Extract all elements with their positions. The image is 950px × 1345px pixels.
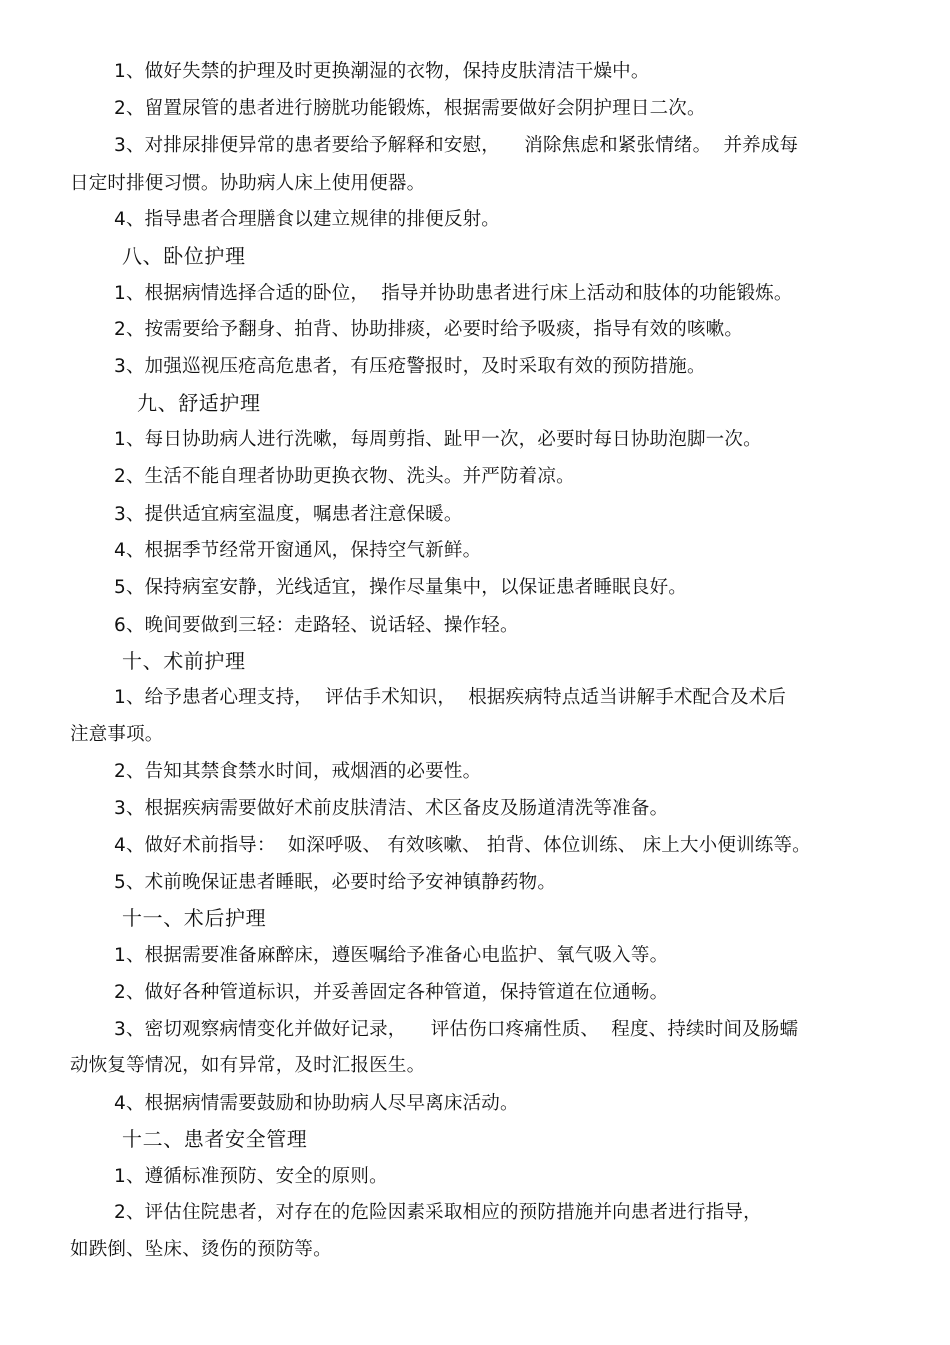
text-line: 1、遵循标准预防、安全的原则。	[114, 1166, 388, 1187]
text-line: 日定时排便习惯。协助病人床上使用便器。	[70, 173, 426, 194]
section-heading: 十、术前护理	[122, 649, 246, 673]
text-line: 1、每日协助病人进行洗嗽，每周剪指、趾甲一次，必要时每日协助泡脚一次。	[114, 429, 762, 450]
section-heading: 八、卧位护理	[122, 244, 246, 268]
text-line: 2、做好各种管道标识，并妥善固定各种管道，保持管道在位通畅。	[114, 982, 669, 1003]
text-line: 5、保持病室安静，光线适宜，操作尽量集中，以保证患者睡眠良好。	[114, 577, 687, 598]
text-line: 如跌倒、坠床、烫伤的预防等。	[70, 1239, 332, 1260]
text-line: 4、根据季节经常开窗通风，保持空气新鲜。	[114, 540, 482, 561]
text-line: 1、根据病情选择合适的卧位， 指导并协助患者进行床上活动和肢体的功能锻炼。	[114, 283, 793, 304]
text-line: 2、告知其禁食禁水时间，戒烟酒的必要性。	[114, 761, 482, 782]
text-line: 2、留置尿管的患者进行膀胱功能锻炼，根据需要做好会阴护理日二次。	[114, 98, 706, 119]
text-line: 1、根据需要准备麻醉床，遵医嘱给予准备心电监护、氧气吸入等。	[114, 945, 669, 966]
section-heading: 九、舒适护理	[137, 391, 261, 415]
text-line: 5、术前晚保证患者睡眠，必要时给予安神镇静药物。	[114, 872, 557, 893]
text-line: 4、做好术前指导： 如深呼吸、 有效咳嗽、 拍背、体位训练、 床上大小便训练等。	[114, 835, 811, 856]
section-heading: 十一、术后护理	[122, 906, 267, 930]
text-line: 3、提供适宜病室温度，嘱患者注意保暖。	[114, 504, 463, 525]
text-line: 2、评估住院患者，对存在的危险因素采取相应的预防措施并向患者进行指导，	[114, 1202, 762, 1223]
text-line: 1、给予患者心理支持， 评估手术知识， 根据疾病特点适当讲解手术配合及术后	[114, 687, 787, 708]
text-line: 2、按需要给予翻身、拍背、协助排痰，必要时给予吸痰，指导有效的咳嗽。	[114, 319, 744, 340]
text-line: 4、根据病情需要鼓励和协助病人尽早离床活动。	[114, 1093, 519, 1114]
text-line: 2、生活不能自理者协助更换衣物、洗头。并严防着凉。	[114, 466, 575, 487]
text-line: 注意事项。	[70, 724, 164, 745]
text-line: 3、密切观察病情变化并做好记录， 评估伤口疼痛性质、 程度、持续时间及肠蠕	[114, 1019, 799, 1040]
text-line: 1、做好失禁的护理及时更换潮湿的衣物，保持皮肤清洁干燥中。	[114, 61, 650, 82]
text-line: 3、对排尿排便异常的患者要给予解释和安慰， 消除焦虑和紧张情绪。 并养成每	[114, 135, 799, 156]
text-line: 6、晚间要做到三轻：走路轻、说话轻、操作轻。	[114, 615, 519, 636]
text-line: 动恢复等情况，如有异常，及时汇报医生。	[70, 1055, 426, 1076]
text-line: 3、根据疾病需要做好术前皮肤清洁、术区备皮及肠道清洗等准备。	[114, 798, 669, 819]
text-line: 4、指导患者合理膳食以建立规律的排便反射。	[114, 209, 500, 230]
text-line: 3、加强巡视压疮高危患者，有压疮警报时，及时采取有效的预防措施。	[114, 356, 706, 377]
section-heading: 十二、患者安全管理	[122, 1127, 308, 1151]
